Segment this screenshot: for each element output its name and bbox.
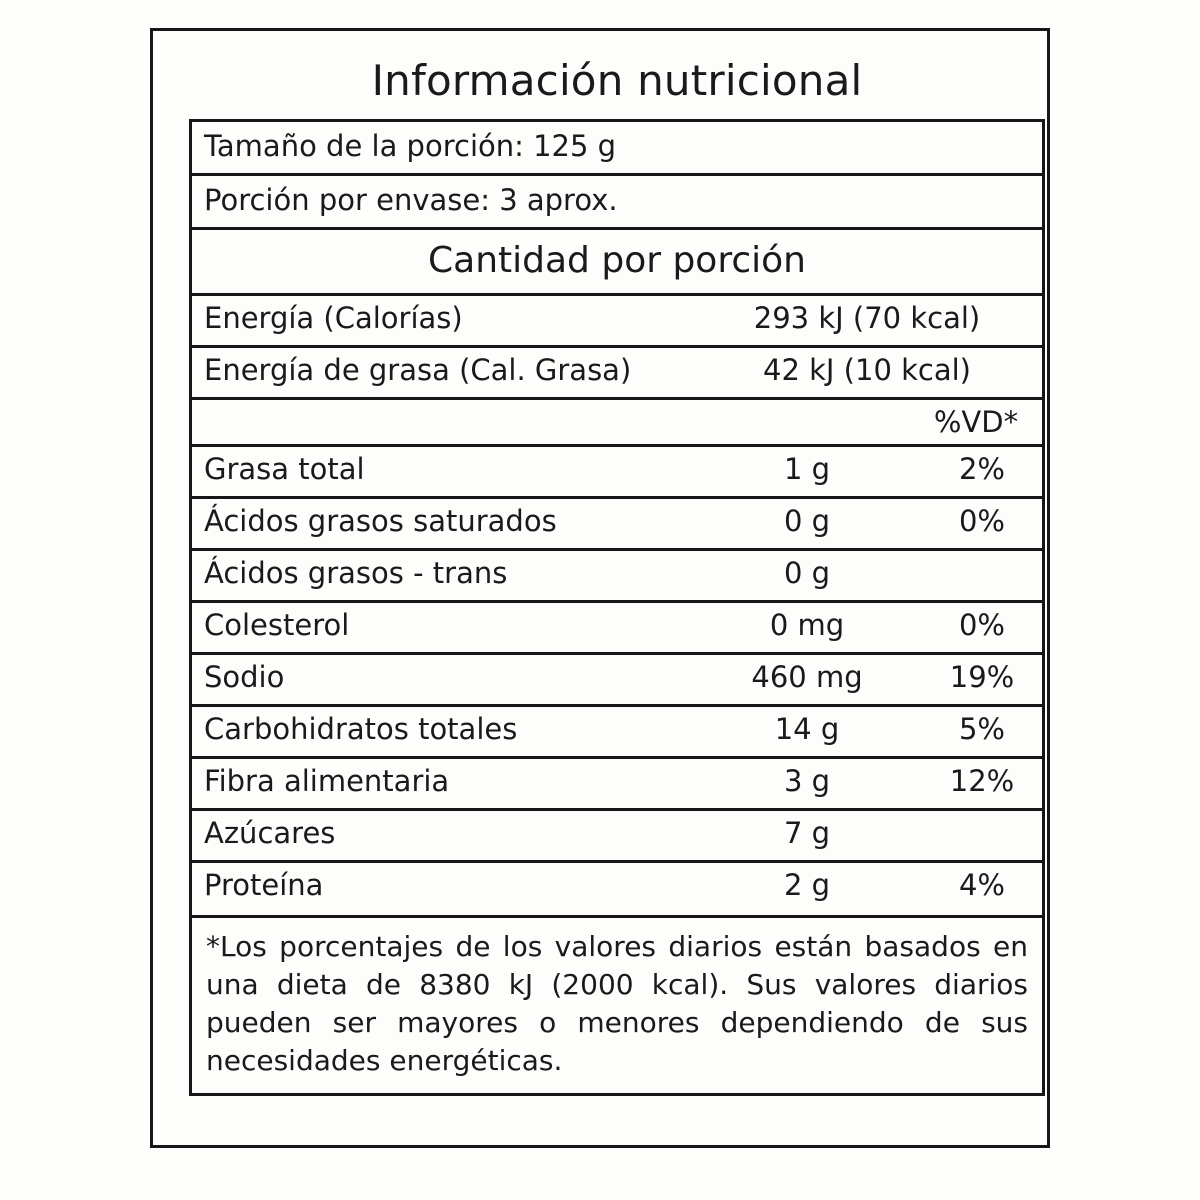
page-title: Información nutricional — [371, 56, 863, 105]
row-label: Colesterol — [204, 608, 350, 643]
row-dv: 2% — [958, 452, 1005, 487]
row-dv: 4% — [958, 868, 1005, 903]
row-label: Grasa total — [204, 452, 365, 487]
table-row — [192, 447, 1042, 499]
row-value: 293 kJ (70 kcal) — [753, 301, 981, 336]
daily-value-header: %VD* — [933, 405, 1019, 440]
row-value: 0 mg — [769, 608, 845, 643]
nutrition-facts-content — [189, 51, 1045, 1096]
nutrition-table — [189, 119, 1045, 915]
amount-per-serving-header: Cantidad por porción — [192, 230, 1042, 296]
row-dv: 5% — [958, 712, 1005, 747]
table-row — [192, 499, 1042, 551]
table-row — [192, 759, 1042, 811]
row-value: 0 g — [783, 504, 831, 539]
table-row — [192, 655, 1042, 707]
serving-size-row: Tamaño de la porción: 125 g — [192, 122, 1042, 176]
row-label: Ácidos grasos - trans — [204, 556, 508, 591]
row-value: 1 g — [783, 452, 831, 487]
row-dv: 0% — [958, 504, 1005, 539]
row-dv: 12% — [949, 764, 1015, 799]
row-value: 0 g — [783, 556, 831, 591]
table-row — [192, 811, 1042, 863]
servings-per-container-row: Porción por envase: 3 aprox. — [192, 176, 1042, 230]
row-value: 460 mg — [751, 660, 863, 695]
row-value: 3 g — [783, 764, 831, 799]
row-value: 14 g — [774, 712, 840, 747]
row-dv: 0% — [958, 608, 1005, 643]
row-label: Ácidos grasos saturados — [204, 504, 557, 539]
daily-value-footnote: *Los porcentajes de los valores diarios están basados en una dieta de 8380 kJ (2000 kcal). Sus valores diarios pueden ser mayores o menores dependiendo de sus necesidades energéticas. — [189, 915, 1045, 1096]
row-value: 2 g — [783, 868, 831, 903]
row-dv: 19% — [949, 660, 1015, 695]
table-row — [192, 707, 1042, 759]
row-value: 7 g — [783, 816, 831, 851]
row-label: Energía (Calorías) — [204, 301, 463, 336]
row-value: 42 kJ (10 kcal) — [763, 353, 971, 388]
nutrition-facts-panel — [150, 28, 1050, 1148]
row-label: Fibra alimentaria — [204, 764, 450, 799]
table-row — [192, 603, 1042, 655]
table-row — [192, 551, 1042, 603]
row-label: Proteína — [204, 868, 324, 903]
table-row-energy — [192, 296, 1042, 348]
table-row — [192, 863, 1042, 915]
table-row-energy-from-fat — [192, 348, 1042, 400]
row-label: Carbohidratos totales — [204, 712, 518, 747]
row-label: Sodio — [204, 660, 285, 695]
row-label: Energía de grasa (Cal. Grasa) — [204, 353, 632, 388]
daily-value-header-row — [192, 400, 1042, 447]
row-label: Azúcares — [204, 816, 336, 851]
